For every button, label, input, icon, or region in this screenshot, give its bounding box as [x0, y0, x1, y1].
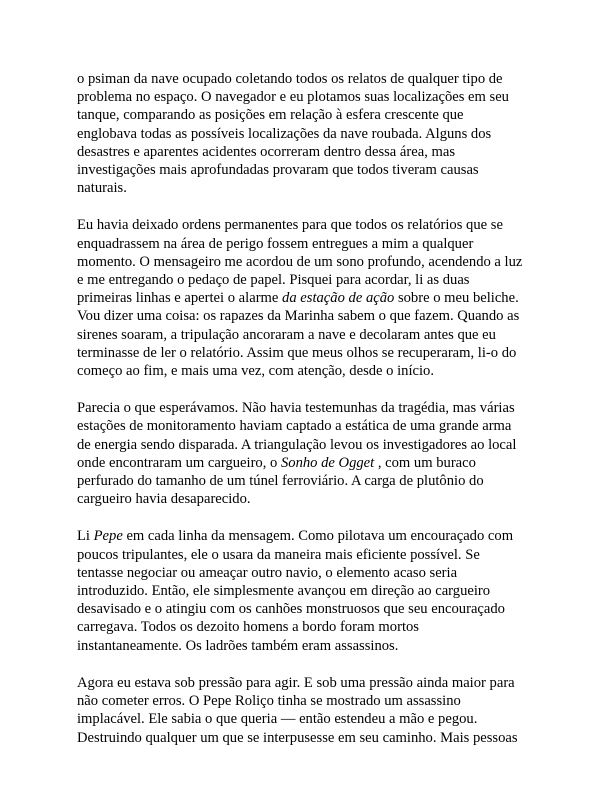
text-run: englobava todas as possíveis localizações da nave roubada. Alguns dos: [77, 125, 492, 142]
text-run: Destruindo qualquer um que se interpusesse em seu caminho. Mais pessoas: [77, 729, 518, 746]
text-run: estações de monitoramento haviam captado a estática de uma grande arma: [77, 418, 512, 435]
italic-phrase: Sonho de Ogget: [280, 454, 375, 471]
text-line: [77, 710, 547, 728]
text-run: Eu havia deixado ordens permanentes para que todos os relatórios que se: [77, 217, 503, 234]
text-line: [77, 271, 547, 289]
paragraph: [77, 399, 547, 508]
text-line: [77, 436, 547, 454]
text-run: implacável. Ele sabia o que queria — então estendeu a mão e pegou.: [77, 711, 478, 728]
paragraph: [77, 70, 547, 197]
text-line: [77, 564, 547, 582]
text-run: não cometer erros. O Pepe Roliço tinha se mostrado um assassino: [77, 693, 461, 710]
text-line: [77, 527, 547, 545]
text-line: [77, 399, 547, 417]
text-line: [77, 454, 547, 472]
text-run: carregava. Todos os dezoito homens a bordo foram mortos: [77, 619, 419, 636]
text-line: [77, 417, 547, 435]
text-line: [77, 729, 547, 747]
text-line: [77, 674, 547, 692]
paragraph: [77, 674, 547, 747]
text-line: [77, 106, 547, 124]
text-run: Vou dizer uma coisa: os rapazes da Marinha sabem o que fazem. Quando as: [77, 308, 520, 325]
text-line: [77, 618, 547, 636]
text-line: [77, 637, 547, 655]
text-line: [77, 692, 547, 710]
text-run: enquadrassem na área de perigo fossem entregues a mim a qualquer: [77, 235, 474, 252]
text-run: desavisado e o atingiu com os canhões monstruosos que seu encouraçado: [77, 601, 505, 618]
text-run: sirenes soaram, a tripulação ancoraram a nave e decolaram antes que eu: [77, 326, 496, 343]
text-line: [77, 70, 547, 88]
text-run: cargueiro havia desaparecido.: [77, 491, 251, 508]
text-run: , com um buraco: [374, 454, 476, 471]
text-line: [77, 216, 547, 234]
paragraph: [77, 216, 547, 380]
text-line: [77, 179, 547, 197]
text-run: começo ao fim, e mais uma vez, com atenção, desde o início.: [77, 363, 435, 380]
text-line: [77, 472, 547, 490]
text-line: [77, 326, 547, 344]
text-run: em cada linha da mensagem. Como pilotava um encouraçado com: [122, 528, 514, 545]
text-line: [77, 125, 547, 143]
text-line: [77, 546, 547, 564]
text-run: Parecia o que esperávamos. Não havia testemunhas da tragédia, mas várias: [77, 400, 515, 417]
text-line: [77, 582, 547, 600]
text-run: investigações mais aprofundadas provaram que todos tiveram causas: [77, 162, 479, 179]
text-line: [77, 362, 547, 380]
text-run: onde encontraram um cargueiro, o: [77, 454, 281, 471]
text-line: [77, 600, 547, 618]
paragraph: [77, 527, 547, 654]
italic-phrase: Pepe: [93, 528, 123, 545]
text-run: introduzido. Então, ele simplesmente avançou em direção ao cargueiro: [77, 583, 491, 600]
text-line: [77, 88, 547, 106]
text-run: terminasse de ler o relatório. Assim que meus olhos se recuperaram, li-o do: [77, 344, 517, 361]
text-run: primeiras linhas e apertei o alarme: [77, 290, 283, 307]
body-text: [77, 70, 547, 747]
text-run: tanque, comparando as posições em relação à esfera crescente que: [77, 107, 464, 124]
text-line: [77, 161, 547, 179]
text-run: Agora eu estava sob pressão para agir. E sob uma pressão ainda maior para: [77, 674, 515, 691]
text-run: perfurado do tamanho de um túnel ferroviário. A carga de plutônio do: [77, 473, 484, 490]
text-run: o psiman da nave ocupado coletando todos os relatos de qualquer tipo de: [77, 71, 503, 87]
text-run: sobre o meu beliche.: [394, 290, 519, 307]
text-run: naturais.: [77, 180, 127, 197]
text-run: Li: [77, 528, 94, 545]
text-line: [77, 235, 547, 253]
text-line: [77, 344, 547, 362]
text-run: poucos tripulantes, ele o usara da maneira mais eficiente possível. Se: [77, 546, 480, 563]
text-run: e me entregando o pedaço de papel. Pisquei para acordar, li as duas: [77, 272, 470, 289]
text-line: [77, 490, 547, 508]
text-line: [77, 253, 547, 271]
text-run: de energia sendo disparada. A triangulação levou os investigadores ao local: [77, 436, 517, 453]
text-line: [77, 289, 547, 307]
text-line: [77, 143, 547, 161]
text-run: instantaneamente. Os ladrões também eram assassinos.: [77, 637, 399, 654]
text-run: momento. O mensageiro me acordou de um sono profundo, acendendo a luz: [77, 253, 523, 270]
document-page: [77, 70, 547, 766]
text-run: problema no espaço. O navegador e eu plotamos suas localizações em seu: [77, 89, 509, 106]
text-run: desastres e aparentes acidentes ocorreram dentro dessa área, mas: [77, 143, 456, 160]
text-line: [77, 307, 547, 325]
text-run: tentasse negociar ou ameaçar outro navio, o elemento acaso seria: [77, 564, 458, 581]
italic-phrase: da estação de ação: [282, 290, 395, 307]
